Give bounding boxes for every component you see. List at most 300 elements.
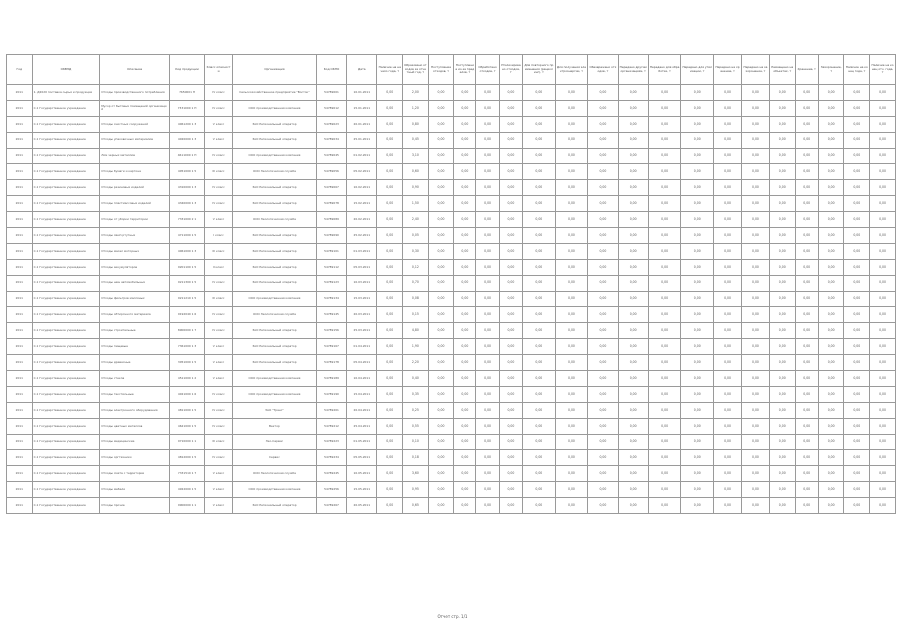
table-cell: V класс [205, 355, 233, 371]
table-cell: IV класс [205, 275, 233, 291]
table-cell: 0,00 [476, 434, 499, 450]
table-cell: 0,00 [454, 164, 476, 180]
table-cell: 0,00 [870, 100, 896, 116]
table-cell: 4061200 1 3 [170, 116, 205, 132]
table-cell: 25.04.2011 [347, 418, 377, 434]
table-cell: 0,00 [377, 164, 403, 180]
table-cell: 0,00 [795, 132, 818, 148]
table-cell: С.1 Государственное учреждение [32, 148, 100, 164]
table-cell: 20.03.2011 [347, 307, 377, 323]
table-cell: 0,00 [454, 228, 476, 244]
table-cell: 2011 [7, 164, 33, 180]
table-cell: 0,00 [870, 402, 896, 418]
table-cell: 0,00 [588, 450, 618, 466]
table-cell: 2011 [7, 228, 33, 244]
table-cell: 0,00 [818, 132, 844, 148]
table-cell: 54789001 [316, 85, 346, 101]
table-cell: 0,00 [588, 275, 618, 291]
table-cell: 0,00 [618, 371, 648, 387]
table-cell: 0,35 [403, 386, 429, 402]
table-cell: 0,00 [555, 100, 588, 116]
table-cell: 05.02.2011 [347, 164, 377, 180]
table-cell: V класс [205, 371, 233, 387]
table-cell: ЗАО Региональный оператор [233, 180, 317, 196]
table-cell: 0,00 [648, 180, 681, 196]
table-cell: 0,00 [741, 228, 769, 244]
table-cell: III класс [205, 434, 233, 450]
table-cell: ЗАО Региональный оператор [233, 196, 317, 212]
column-header: Поступление из-за пределов, т [454, 55, 476, 85]
table-cell: 0,00 [555, 482, 588, 498]
table-cell: 01.04.2011 [347, 339, 377, 355]
table-cell: 0,00 [428, 212, 454, 228]
column-header: Обезврежено отходов, т [588, 55, 618, 85]
table-cell: 0,00 [769, 307, 795, 323]
table-cell: 0,00 [555, 418, 588, 434]
table-row [7, 418, 896, 434]
table-cell: 0,00 [769, 243, 795, 259]
table-cell: 0,00 [454, 339, 476, 355]
table-cell: 0,00 [377, 418, 403, 434]
table-cell: 0,00 [523, 180, 556, 196]
table-cell: III класс [205, 164, 233, 180]
table-cell: 0,00 [523, 228, 556, 244]
table-cell: 0,00 [844, 434, 870, 450]
table-cell: 54789034 [316, 132, 346, 148]
table-cell: 0,00 [818, 323, 844, 339]
table-cell: 0,00 [844, 482, 870, 498]
table-cell: 0,00 [648, 482, 681, 498]
table-cell: 0,00 [555, 228, 588, 244]
table-row [7, 164, 896, 180]
table-cell: 0,00 [454, 148, 476, 164]
table-cell: 0,00 [499, 132, 522, 148]
table-cell: 2011 [7, 180, 33, 196]
table-cell: 0,00 [618, 402, 648, 418]
table-cell: 0,00 [681, 259, 714, 275]
table-cell: 0,00 [618, 386, 648, 402]
table-cell: 0,00 [618, 196, 648, 212]
table-cell: 2011 [7, 355, 33, 371]
table-cell: 0,00 [588, 434, 618, 450]
table-cell: 0,00 [476, 402, 499, 418]
table-cell: IV класс [205, 180, 233, 196]
table-cell: 0,00 [714, 450, 742, 466]
table-cell: 0,00 [555, 85, 588, 101]
table-cell: 0,00 [714, 180, 742, 196]
table-cell: ЗАО Региональный оператор [233, 132, 317, 148]
table-cell: 54789078 [316, 196, 346, 212]
table-cell: 0,00 [476, 196, 499, 212]
table-cell: 0,00 [428, 434, 454, 450]
table-cell: 0,00 [681, 434, 714, 450]
table-cell: 0,00 [523, 100, 556, 116]
table-cell: 0,00 [618, 291, 648, 307]
table-cell: 0,00 [428, 164, 454, 180]
table-cell: 0,00 [681, 339, 714, 355]
table-cell: 0,00 [454, 259, 476, 275]
table-cell: 10.03.2011 [347, 275, 377, 291]
table-cell: 0,18 [403, 450, 429, 466]
table-row [7, 482, 896, 498]
table-row [7, 450, 896, 466]
table-cell: 0,00 [499, 100, 522, 116]
table-cell: 0,00 [870, 355, 896, 371]
table-cell: 0,00 [377, 498, 403, 514]
table-cell: Отходы резиновых изделий [100, 180, 170, 196]
table-cell: 0,00 [377, 339, 403, 355]
column-header: Наличие на конец года, т [844, 55, 870, 85]
table-cell: 0,00 [818, 148, 844, 164]
table-cell: Отходы шин автомобильных [100, 275, 170, 291]
table-body [7, 85, 896, 514]
table-cell: 0,00 [476, 164, 499, 180]
table-cell: 0,00 [476, 259, 499, 275]
table-cell: 0,00 [499, 85, 522, 101]
table-cell: 0,00 [741, 498, 769, 514]
table-cell: 0,00 [588, 116, 618, 132]
table-cell: 0,00 [741, 148, 769, 164]
table-cell: 0,00 [648, 100, 681, 116]
table-cell: 0,00 [714, 466, 742, 482]
table-cell: 0,00 [681, 482, 714, 498]
table-cell: 0,00 [523, 85, 556, 101]
table-cell: 25.01.2011 [347, 132, 377, 148]
table-cell: 0,00 [870, 450, 896, 466]
table-cell: 0,25 [403, 402, 429, 418]
table-cell: 9211210 1 5 [170, 291, 205, 307]
table-cell: 0,00 [476, 323, 499, 339]
table-cell: 0,00 [377, 243, 403, 259]
table-cell: 54789101 [316, 243, 346, 259]
table-cell: 0,00 [618, 482, 648, 498]
table-cell: 0,00 [818, 371, 844, 387]
table-cell: 0,00 [499, 466, 522, 482]
table-cell: 0,00 [618, 450, 648, 466]
table-cell: 0,00 [499, 228, 522, 244]
table-cell: 4051000 1 5 [170, 164, 205, 180]
table-cell: 0,00 [499, 371, 522, 387]
table-cell: Отходы фильтров масляных [100, 291, 170, 307]
table-cell: 0,00 [714, 434, 742, 450]
table-cell: 0,00 [648, 275, 681, 291]
table-cell: 0,00 [648, 132, 681, 148]
table-cell: 0,00 [499, 212, 522, 228]
table-row [7, 148, 896, 164]
table-cell: 0,00 [795, 339, 818, 355]
column-header: Захоронение, т [818, 55, 844, 85]
table-cell: 0,00 [555, 323, 588, 339]
table-cell: ЗАО Региональный оператор [233, 243, 317, 259]
table-cell: I класс [205, 228, 233, 244]
table-cell: 0,00 [618, 148, 648, 164]
table-cell: 0,00 [818, 291, 844, 307]
table-cell: 0,00 [588, 498, 618, 514]
table-cell: 2011 [7, 386, 33, 402]
table-cell: Отходы медицинские [100, 434, 170, 450]
table-cell: 0,00 [618, 418, 648, 434]
table-cell: 0,00 [428, 275, 454, 291]
table-cell: 20.05.2011 [347, 498, 377, 514]
table-cell: 0,00 [454, 434, 476, 450]
table-cell: 0,00 [499, 355, 522, 371]
table-cell: 0,00 [769, 482, 795, 498]
table-cell: С.1 Государственное учреждение [32, 371, 100, 387]
table-cell: 0,00 [741, 307, 769, 323]
table-cell: 0,00 [555, 434, 588, 450]
table-cell: 0,00 [454, 450, 476, 466]
table-cell: 0,12 [403, 259, 429, 275]
column-header: Передано на хранение, т [714, 55, 742, 85]
table-cell: 0,00 [795, 212, 818, 228]
table-cell: 2011 [7, 148, 33, 164]
table-cell: Отходы смета с территории [100, 466, 170, 482]
table-cell: 0,00 [741, 339, 769, 355]
table-cell: Отходы пластмассовых изделий [100, 196, 170, 212]
table-cell: 2,00 [403, 85, 429, 101]
table-cell: 0,00 [377, 85, 403, 101]
table-cell: 0,00 [476, 243, 499, 259]
table-cell: V класс [205, 116, 233, 132]
table-cell: 0,00 [555, 355, 588, 371]
table-cell: 0,00 [844, 164, 870, 180]
table-cell: 0,00 [714, 85, 742, 101]
table-cell: 54789056 [316, 164, 346, 180]
table-cell: 0,00 [523, 355, 556, 371]
table-cell: 0,00 [454, 402, 476, 418]
table-cell: 0,00 [377, 291, 403, 307]
table-cell: 0,00 [428, 498, 454, 514]
table-cell: 25.02.2011 [347, 228, 377, 244]
table-cell: V класс [205, 132, 233, 148]
table-cell: 0,00 [844, 291, 870, 307]
table-cell: 0,00 [454, 307, 476, 323]
table-cell: 0,00 [769, 291, 795, 307]
table-cell: 0,00 [681, 164, 714, 180]
table-cell: 0,00 [428, 371, 454, 387]
table-cell: 0,00 [428, 85, 454, 101]
table-cell: 0,95 [403, 482, 429, 498]
table-cell: 0,00 [714, 132, 742, 148]
table-cell: 0,00 [428, 196, 454, 212]
table-cell: 0,00 [870, 434, 896, 450]
column-header: Наличие на начало года, т [377, 55, 403, 85]
table-cell: 0,00 [818, 434, 844, 450]
table-cell: 0,00 [377, 434, 403, 450]
table-cell: 0,00 [499, 148, 522, 164]
table-cell: 0,00 [618, 307, 648, 323]
table-cell: 0,00 [618, 164, 648, 180]
table-cell: 0,00 [618, 243, 648, 259]
table-cell: 0,00 [795, 116, 818, 132]
table-cell: 0,00 [377, 386, 403, 402]
table-cell: 0,00 [428, 148, 454, 164]
table-cell: 0,00 [818, 450, 844, 466]
table-cell: 0,00 [870, 323, 896, 339]
table-cell: 05.05.2011 [347, 450, 377, 466]
table-cell: 0,00 [377, 323, 403, 339]
table-cell: 0,00 [714, 259, 742, 275]
table-cell: 0,00 [476, 180, 499, 196]
table-cell: 0,00 [795, 196, 818, 212]
table-cell: С.1 Государственное учреждение [32, 132, 100, 148]
table-cell: 0,00 [377, 371, 403, 387]
table-cell: Отходы ламп ртутных [100, 228, 170, 244]
table-cell: 0,00 [588, 259, 618, 275]
table-cell: 0,00 [795, 386, 818, 402]
table-row [7, 434, 896, 450]
table-cell: 0,00 [428, 116, 454, 132]
table-cell: 20.02.2011 [347, 212, 377, 228]
table-cell: 0,00 [428, 482, 454, 498]
table-cell: 0,15 [403, 307, 429, 323]
table-cell: 0,00 [769, 275, 795, 291]
column-header: Обработано отходов, т [476, 55, 499, 85]
column-header: Код продукции [170, 55, 205, 85]
table-cell: 0,00 [818, 180, 844, 196]
table-cell: 0,00 [681, 228, 714, 244]
table-cell: 9710000 1 1 [170, 434, 205, 450]
table-cell: 2,40 [403, 212, 429, 228]
table-cell: 0,00 [499, 339, 522, 355]
column-header: Передано на захоронение, т [741, 55, 769, 85]
table-cell: 0,00 [428, 355, 454, 371]
table-cell: 0,00 [454, 386, 476, 402]
table-cell: 0,90 [403, 180, 429, 196]
table-cell: 0,00 [476, 498, 499, 514]
table-cell: 01.03.2011 [347, 243, 377, 259]
table-cell: 0,00 [648, 402, 681, 418]
table-cell: 54789012 [316, 100, 346, 116]
table-cell: 0,00 [618, 434, 648, 450]
table-row [7, 323, 896, 339]
table-cell: 0,00 [741, 434, 769, 450]
table-cell: IV класс [205, 85, 233, 101]
table-cell: 0,00 [795, 371, 818, 387]
table-cell: 0,00 [476, 85, 499, 101]
table-cell: 0,00 [714, 164, 742, 180]
table-cell: 0,00 [476, 291, 499, 307]
table-cell: ООО Экологическая служба [233, 212, 317, 228]
table-row [7, 196, 896, 212]
table-cell: 0,00 [523, 482, 556, 498]
table-cell: 3051000 1 5 [170, 355, 205, 371]
table-cell: 7650001 П [170, 85, 205, 101]
table-cell: 0,00 [648, 291, 681, 307]
table-cell: 0,00 [377, 307, 403, 323]
table-cell: С.1 Государственное учреждение [32, 100, 100, 116]
column-header: Для повторного применения (рециклинг), т [523, 55, 556, 85]
table-cell: 0,00 [454, 116, 476, 132]
table-cell: 0,00 [769, 466, 795, 482]
table-cell: 25.03.2011 [347, 323, 377, 339]
table-cell: 0,00 [476, 148, 499, 164]
table-cell: 0,00 [588, 180, 618, 196]
table-cell: 0,00 [588, 212, 618, 228]
table-cell: 2,20 [403, 355, 429, 371]
table-cell: 0,00 [714, 116, 742, 132]
table-cell: 0,00 [741, 85, 769, 101]
table-cell: 0,00 [523, 196, 556, 212]
table-cell: 0,00 [844, 402, 870, 418]
table-cell: 0,00 [523, 259, 556, 275]
table-cell: 0,00 [681, 148, 714, 164]
table-cell: 0,40 [403, 371, 429, 387]
table-cell: 0,00 [588, 228, 618, 244]
table-cell: С.1 Государственное учреждение [32, 212, 100, 228]
table-cell: 0,00 [648, 371, 681, 387]
table-cell: 2011 [7, 323, 33, 339]
table-cell: 2011 [7, 291, 33, 307]
table-cell: 0,00 [454, 243, 476, 259]
table-cell: 0,00 [618, 116, 648, 132]
table-cell: 0,00 [681, 243, 714, 259]
table-cell: 0,00 [795, 291, 818, 307]
table-cell: 0,00 [588, 243, 618, 259]
table-row [7, 307, 896, 323]
table-cell: 0,00 [454, 196, 476, 212]
table-cell: 0,00 [555, 180, 588, 196]
table-cell: 0,00 [523, 212, 556, 228]
table-cell: 0,65 [403, 498, 429, 514]
table-cell: 0,00 [476, 275, 499, 291]
table-cell: Лом черных металлов [100, 148, 170, 164]
table-cell: 0,00 [714, 275, 742, 291]
table-cell: Отходы строительные [100, 323, 170, 339]
table-cell: 0,00 [454, 466, 476, 482]
table-cell: 54789167 [316, 339, 346, 355]
table-cell: 9192040 1 6 [170, 307, 205, 323]
table-cell: 0,00 [844, 355, 870, 371]
table-cell: 0,00 [618, 132, 648, 148]
table-cell: 0,00 [844, 85, 870, 101]
table-cell: 0,00 [795, 85, 818, 101]
table-cell: 0,00 [377, 132, 403, 148]
table-cell: С.1 Государственное учреждение [32, 180, 100, 196]
table-cell: Сельскохозяйственное предприятие "Восток" [233, 85, 317, 101]
table-row [7, 228, 896, 244]
table-cell: 0,00 [681, 307, 714, 323]
table-cell: 8900000 1 7 [170, 323, 205, 339]
table-cell: 0,00 [818, 259, 844, 275]
table-cell: 0,00 [588, 291, 618, 307]
table-cell: 0,00 [618, 275, 648, 291]
table-cell: 20.01.2011 [347, 116, 377, 132]
table-cell: 7331510 1 7 [170, 466, 205, 482]
table-cell: 0,00 [870, 386, 896, 402]
table-cell: 0,00 [377, 148, 403, 164]
table-cell: 0,45 [403, 132, 429, 148]
table-cell: 0,00 [454, 355, 476, 371]
table-cell: 0,00 [681, 323, 714, 339]
table-cell: 0,00 [476, 212, 499, 228]
column-header: Дата [347, 55, 377, 85]
table-cell: 0,00 [714, 243, 742, 259]
table-cell: С.1 Государственное учреждение [32, 291, 100, 307]
table-cell: С.1 Государственное учреждение [32, 466, 100, 482]
table-cell: 0,00 [523, 323, 556, 339]
table-cell: 0,00 [769, 386, 795, 402]
table-cell: 0,00 [844, 180, 870, 196]
table-cell: 0,00 [795, 466, 818, 482]
table-cell: 4811000 1 5 [170, 402, 205, 418]
table-cell: 0,00 [454, 418, 476, 434]
table-cell: Отходы электронного оборудования [100, 402, 170, 418]
table-cell: 10.05.2011 [347, 466, 377, 482]
table-cell: 0,00 [795, 100, 818, 116]
column-header: Для получения электроэнергии, т [555, 55, 588, 85]
table-cell: 0,00 [523, 466, 556, 482]
